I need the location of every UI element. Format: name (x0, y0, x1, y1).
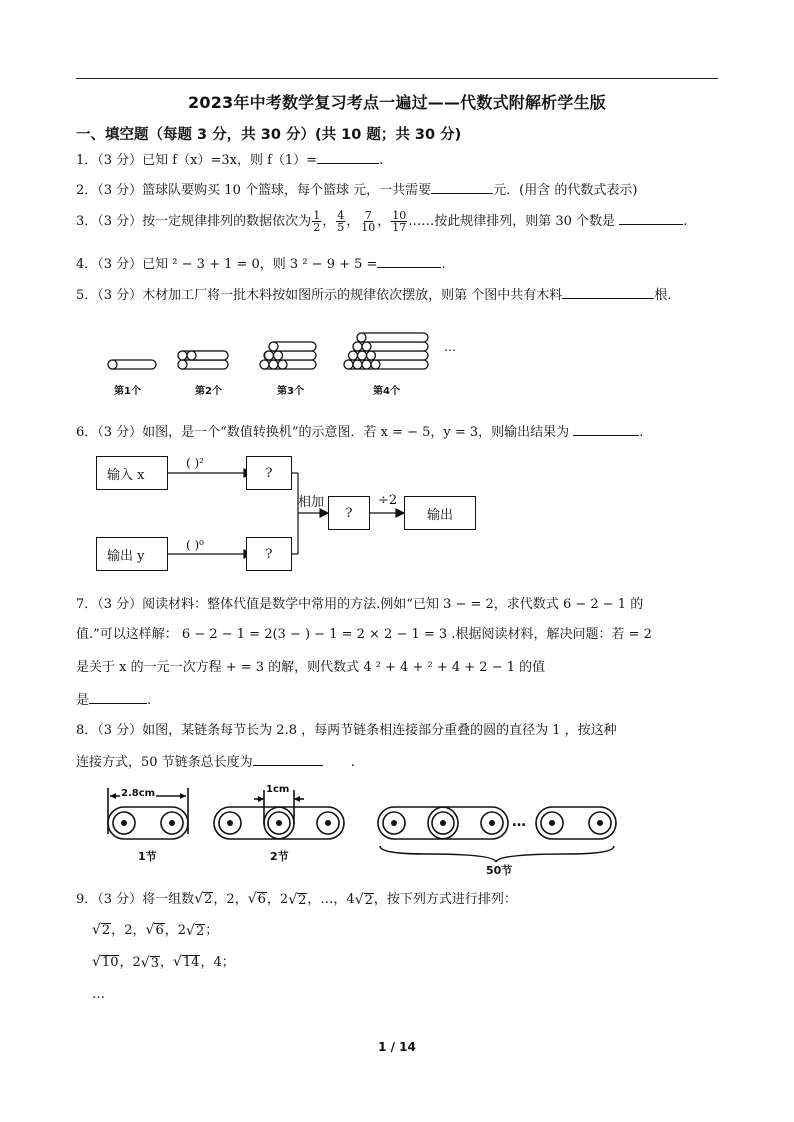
input-x-box: 输入 x (96, 456, 168, 490)
page-number: 1 / 14 (378, 1040, 416, 1054)
question-7-line-4-text: 是 (76, 693, 90, 708)
question-7-end: . (147, 693, 152, 708)
fraction-numerator: 7 (364, 209, 372, 222)
separator: ， (132, 923, 146, 938)
separator: ， (346, 214, 360, 229)
question-3-post: ……按此规律排列，则第 30 个数是 (408, 214, 616, 229)
question-2 (76, 180, 637, 200)
question-5 (76, 285, 671, 305)
chain-ellipsis: … (512, 814, 526, 830)
question-3-end: . (683, 214, 688, 229)
radical-term (146, 921, 165, 939)
radicand: 2 (364, 893, 373, 908)
answer-blank-2[interactable] (431, 180, 493, 194)
number-sequence (194, 892, 307, 907)
fraction-term (312, 210, 321, 233)
section-heading: 一、填空题（每题 3 分，共 30 分）(共 10 题；共 30 分) (76, 127, 462, 143)
add-label: 相加 (298, 495, 325, 510)
radical-term (92, 921, 111, 939)
chain-figure (96, 784, 626, 876)
question-6-end: . (639, 425, 644, 440)
log-label-1: 第1个 (114, 386, 141, 397)
fraction-denominator: 5 (337, 221, 345, 234)
radicand: 6 (257, 892, 266, 907)
arrangement-row-2 (92, 953, 235, 972)
overlap-diameter-label: 1cm (266, 784, 290, 795)
log-stack-3 (260, 342, 316, 369)
question-9-text: 9．（3 分）将一组数 (76, 892, 195, 907)
separator: ， (159, 955, 173, 970)
fraction-term (391, 210, 407, 233)
radical-sign: √ (92, 922, 101, 938)
answer-blank-7[interactable] (89, 690, 147, 704)
separator: ， (377, 214, 391, 229)
log-stack-1 (108, 360, 156, 369)
chain-label-1: 1节 (138, 850, 157, 863)
answer-blank-5[interactable] (562, 285, 654, 299)
header-rule (76, 78, 718, 79)
fraction-term (336, 210, 345, 233)
zero-power-result-box: ? (246, 537, 292, 571)
log-stack-2 (178, 351, 228, 369)
log-label-4: 第4个 (373, 386, 400, 397)
radical-coefficient: 4 (346, 892, 355, 907)
number-term: 4 (213, 955, 222, 970)
question-2-text: 2．（3 分）篮球队要购买 10 个篮球，每个篮球 元，一共需要 (76, 183, 432, 198)
square-result-box: ? (246, 456, 292, 490)
radical-term (248, 890, 267, 908)
separator: ； (205, 923, 219, 938)
separator: ， (119, 955, 133, 970)
radical-sign: √ (145, 922, 155, 938)
question-8-end: . (350, 755, 355, 770)
question-7-line-3: 是关于 x 的一元一次方程 + = 3 的解，则代数式 4 ² + 4 + ² + 4 + 2 − 1 的值 (76, 660, 546, 675)
fraction-sequence (311, 209, 408, 234)
radical-term (173, 953, 200, 971)
separator: ； (221, 955, 235, 970)
radical-term (132, 954, 159, 972)
question-2-end: 元．(用含 的代数式表示) (493, 183, 638, 198)
radicand: 2 (204, 892, 213, 907)
question-1-text: 1．（3 分）已知 f（x）=3x，则 f（1）= (76, 153, 318, 168)
log-label-3: 第3个 (277, 386, 304, 397)
chain-label-50: 50节 (486, 864, 513, 877)
radical-sign: √ (172, 954, 182, 970)
fraction-denominator: 10 (361, 221, 376, 234)
radicand: 6 (155, 923, 164, 938)
log-ellipsis: … (444, 340, 456, 354)
separator: ， (213, 892, 227, 907)
question-1-end: . (379, 153, 384, 168)
log-stack-4 (344, 333, 428, 369)
question-3-pre: 3．（3 分）按一定规律排列的数据依次为 (76, 214, 312, 229)
question-5-text: 5．（3 分）木材加工厂将一批木料按如图所示的规律依次摆放，则第 个图中共有木料 (76, 288, 563, 303)
question-7-line-1: 7．（3 分）阅读材料：整体代值是数学中常用的方法.例如“已知 3 − = 2，求代数式 6 − 2 − 1 的 (76, 597, 644, 612)
page-title: 2023年中考数学复习考点一遍过——代数式附解析学生版 (188, 93, 606, 112)
question-9-after: ，按下列方式进行排列： (373, 892, 517, 907)
log-label-2: 第2个 (195, 386, 222, 397)
question-4-text: 4．（3 分）已知 ² − 3 + 1 = 0，则 3 ² − 9 + 5 = (76, 257, 378, 272)
radical-sign: √ (354, 892, 364, 908)
radicand: 10 (101, 955, 119, 970)
radicand: 14 (182, 955, 200, 970)
radicand: 2 (195, 924, 205, 939)
question-7-line-2: 值.”可以这样解： 6 − 2 − 1 = 2(3 − ) − 1 = 2 × 2 − 1 = 3 .根据阅读材料，解决问题：若 = 2 (76, 627, 652, 642)
answer-blank-4[interactable] (377, 254, 441, 268)
radical-sign: √ (186, 923, 195, 939)
separator: ， (322, 214, 336, 229)
answer-blank-8[interactable] (253, 752, 323, 766)
answer-blank-3[interactable] (619, 211, 683, 225)
radical-term (280, 891, 307, 909)
sequence-last-term (346, 892, 373, 907)
fraction-term (360, 210, 376, 233)
separator: ， (200, 955, 214, 970)
square-operation-label: ( )² (186, 456, 204, 470)
question-7-line-4 (76, 690, 151, 710)
question-8-line-1: 8．（3 分）如图，某链条每节长为 2.8 ，每两节链条相连接部分重叠的圆的直径为 1 ，按这种 (76, 723, 617, 738)
radical-sign: √ (140, 955, 150, 971)
fraction-denominator: 2 (313, 221, 321, 234)
radical-sign: √ (92, 954, 101, 970)
question-3 (76, 210, 687, 233)
zero-power-operation-label: ( )⁰ (186, 538, 204, 552)
radical-term (194, 890, 213, 908)
number-term: 2 (124, 923, 133, 938)
radicand: 3 (150, 956, 159, 971)
sequence-continuation: ，…， (307, 892, 347, 907)
separator: ， (111, 923, 125, 938)
radical-sign: √ (288, 892, 298, 908)
question-8-line-2 (76, 752, 355, 772)
radical-term (92, 953, 119, 971)
input-y-box: 输出 y (96, 537, 168, 571)
radical-coefficient: 2 (279, 892, 289, 907)
output-box: 输出 (404, 496, 476, 530)
answer-blank-6[interactable] (573, 422, 639, 436)
fraction-numerator: 4 (337, 209, 345, 222)
radicand: 2 (298, 893, 307, 908)
question-4 (76, 254, 446, 274)
question-5-end: 根. (654, 288, 672, 303)
separator: ， (266, 892, 280, 907)
link-length-label: 2.8cm (121, 788, 156, 799)
divide-label: ÷2 (378, 493, 398, 508)
question-1 (76, 150, 383, 170)
radical-term (178, 922, 205, 940)
chain-2-links (214, 790, 344, 839)
question-6-text: 6．（3 分）如图，是一个“数值转换机”的示意图．若 x = − 5，y = 3，则输出结果为 (76, 425, 570, 440)
sum-result-box: ? (328, 496, 370, 530)
fraction-numerator: 10 (392, 209, 407, 222)
radical-sign: √ (247, 891, 257, 907)
fraction-denominator: 17 (392, 221, 407, 234)
arrangement-ellipsis: … (92, 987, 105, 1002)
separator: ， (234, 892, 248, 907)
fraction-numerator: 1 (313, 209, 321, 222)
separator: ， (164, 923, 178, 938)
question-8-line-2-text: 连接方式，50 节链条总长度为 (76, 755, 253, 770)
chain-50-links (378, 807, 616, 862)
question-6 (76, 422, 643, 442)
radicand: 2 (101, 923, 111, 938)
arrangement-row-1 (92, 921, 218, 940)
question-9 (76, 890, 517, 909)
question-4-end: . (441, 257, 446, 272)
radical-term (346, 891, 373, 909)
radical-sign: √ (194, 891, 204, 907)
answer-blank-1[interactable] (317, 150, 379, 164)
chain-label-2: 2节 (270, 850, 289, 863)
radical-coefficient: 2 (132, 955, 141, 970)
number-term: 2 (226, 892, 235, 907)
radical-coefficient: 2 (177, 923, 187, 938)
